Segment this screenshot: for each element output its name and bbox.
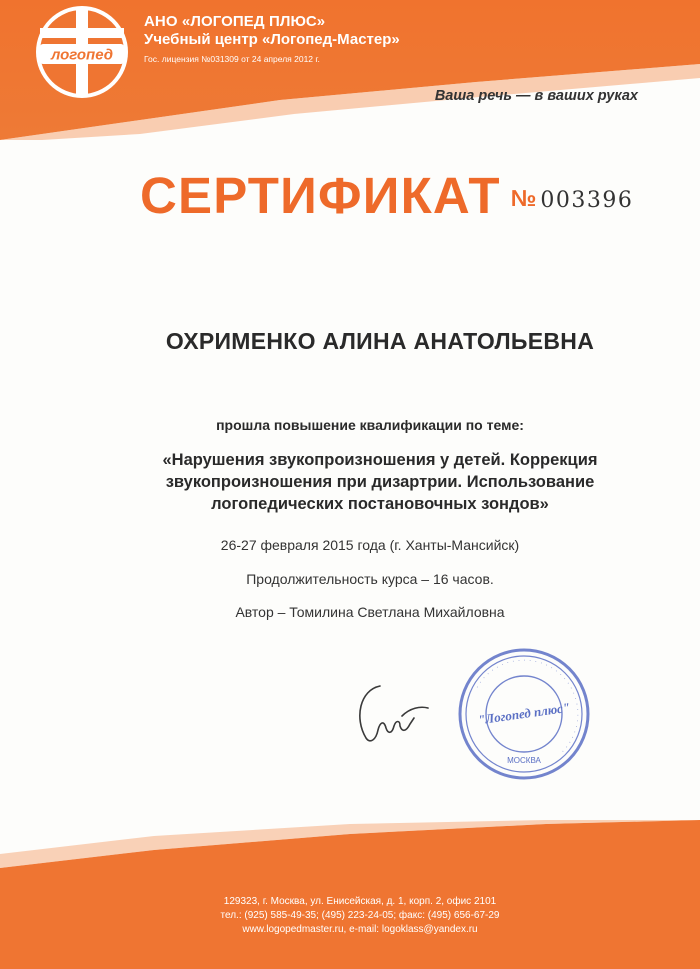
course-date-place: 26-27 февраля 2015 года (г. Ханты-Мансийск) bbox=[220, 537, 520, 553]
organization-block bbox=[144, 13, 400, 66]
svg-text:· · · · · · · · · · · · · · ·: · · · · · · · · · · · · · · · · · · · · · · · · · · · · · · · · · bbox=[474, 656, 582, 755]
logo-emblem bbox=[34, 4, 130, 100]
slogan: Ваша речь — в ваших руках bbox=[434, 88, 638, 104]
certificate-title-row bbox=[140, 156, 633, 226]
footer-web-email: www.logopedmaster.ru, e-mail: logoklass@yandex.ru bbox=[242, 924, 478, 935]
recipient-name: ОХРИМЕНКО АЛИНА АНАТОЛЬЕВНА bbox=[165, 328, 595, 354]
training-center-name: Учебный центр «Логопед-Мастер» bbox=[144, 31, 400, 48]
completion-statement: прошла повышение квалификации по теме: bbox=[216, 417, 524, 433]
stamp-seal bbox=[454, 644, 594, 784]
certificate-title: СЕРТИФИКАТ bbox=[140, 167, 501, 224]
topic-line: «Нарушения звукопроизношения у детей. Коррекция bbox=[162, 451, 598, 469]
organization-name: АНО «ЛОГОПЕД ПЛЮС» bbox=[144, 13, 326, 30]
footer-address: 129323, г. Москва, ул. Енисейская, д. 1, корп. 2, офис 2101 bbox=[223, 896, 497, 907]
course-duration: Продолжительность курса – 16 часов. bbox=[246, 571, 494, 587]
number-sign: № bbox=[510, 185, 537, 211]
topic-line: логопедических постановочных зондов» bbox=[211, 495, 549, 513]
topic-line: звукопроизношения при дизартрии. Использование bbox=[165, 473, 595, 491]
footer-contacts bbox=[0, 895, 700, 937]
stamp-city: МОСКВА bbox=[507, 756, 541, 765]
stamp-center-text: "Логопед плюс" bbox=[477, 699, 571, 728]
signature bbox=[350, 678, 440, 748]
certificate-number: 003396 bbox=[540, 188, 634, 213]
course-topic bbox=[80, 449, 680, 515]
footer-phones: тел.: (925) 585-49-35; (495) 223-24-05; факс: (495) 656-67-29 bbox=[220, 910, 500, 921]
license-text: Гос. лицензия №031309 от 24 апреля 2012 г. bbox=[144, 54, 320, 64]
logo-text: логопед bbox=[50, 46, 114, 64]
course-author: Автор – Томилина Светлана Михайловна bbox=[235, 604, 505, 620]
